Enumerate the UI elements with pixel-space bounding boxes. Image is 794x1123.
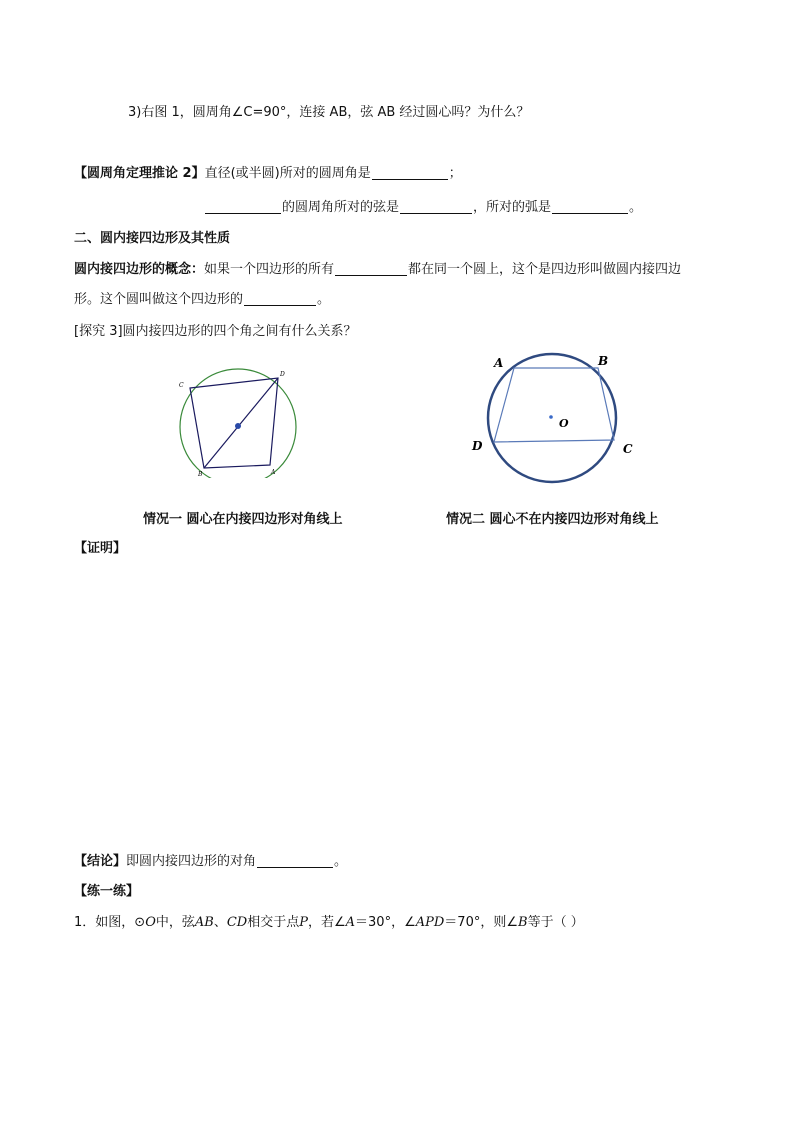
answer-blank[interactable] [205,199,281,214]
label-d: D [280,371,285,378]
label-a: A [271,469,276,476]
corollary-2-text-3: ，所对的弧是 [473,200,552,215]
var-cd: CD [226,915,248,930]
var-o: O [145,915,156,930]
conclusion-line [74,853,347,871]
concept-heading: 圆内接四边形的概念： [74,262,205,277]
conclusion-text: 即圆内接四边形的对角 [126,854,257,869]
corollary-2-line-2 [204,199,642,217]
answer-blank[interactable] [244,291,316,306]
corollary-2-heading: 【圆周角定理推论 2】 [74,166,205,181]
corollary-2-text-1: 直径(或半圆)所对的圆周角是 [204,166,371,181]
question-3 [128,104,529,122]
label-d: D [472,439,483,453]
var-apd: APD [415,915,445,930]
answer-blank[interactable] [400,199,472,214]
concept-text-3: 形。这个圆叫做这个四边形的 [74,292,244,307]
circle-symbol: ⊙ [134,915,146,930]
answer-blank[interactable] [552,199,628,214]
corollary-2-text-2: 的圆周角所对的弦是 [282,200,400,215]
label-a: A [494,356,504,370]
var-a: A [345,915,356,930]
concept-line-1 [74,261,681,279]
caption-case-2: 情况二 圆心不在内接四边形对角线上 [446,512,659,527]
answer-blank[interactable] [335,261,407,276]
question-3-text: 3)右图 1，圆周角∠C=90°，连接 AB，弦 AB 经过圆心吗？为什么？ [128,105,530,120]
problem-text: ，若∠ [307,915,346,930]
problem-text: 相交于点 [247,915,300,930]
proof-heading: 【证明】 [74,541,127,556]
concept-text-2: 都在同一个圆上，这个是四边形叫做圆内接四边 [408,262,682,277]
explore-3: [探究 3]圆内接四边形的四个角之间有什么关系？ [74,324,357,339]
diagonal-bd [204,378,278,468]
var-p: P [299,915,308,930]
caption-case-1: 情况一 圆心在内接四边形对角线上 [143,512,343,527]
problem-text: ＝70°，则∠ [444,915,518,930]
corollary-2-line-1 [74,165,462,183]
problem-1-number: 1．如图， [74,915,135,930]
figure-2-non-diagonal-case [464,346,644,492]
figure-1-diagonal-case [168,360,308,478]
var-ab: AB [194,915,214,930]
problem-1 [74,914,584,932]
quadrilateral-2 [494,368,614,442]
practice-heading: 【练一练】 [74,884,140,899]
punctuation: 。 [334,854,348,869]
label-c: C [179,382,184,389]
label-b: B [598,354,609,368]
center-point-1 [235,423,241,429]
concept-line-2 [74,291,330,309]
problem-text: 、 [213,915,227,930]
punctuation: 。 [629,200,643,215]
answer-blank[interactable] [257,853,333,868]
section-2-title: 二、圆内接四边形及其性质 [74,231,231,246]
conclusion-heading: 【结论】 [74,854,127,869]
problem-text: 中，弦 [155,915,195,930]
problem-text: 等于（ ） [527,915,584,930]
answer-blank[interactable] [372,165,448,180]
label-o: O [559,417,569,430]
label-b: B [198,471,203,478]
var-b: B [518,915,528,930]
problem-text: ＝30°，∠ [355,915,416,930]
center-point-2 [549,415,553,419]
punctuation: ； [448,166,462,181]
punctuation: 。 [317,292,331,307]
quadrilateral-1 [190,378,278,468]
concept-text-1: 如果一个四边形的所有 [204,262,335,277]
label-c: C [623,442,633,456]
